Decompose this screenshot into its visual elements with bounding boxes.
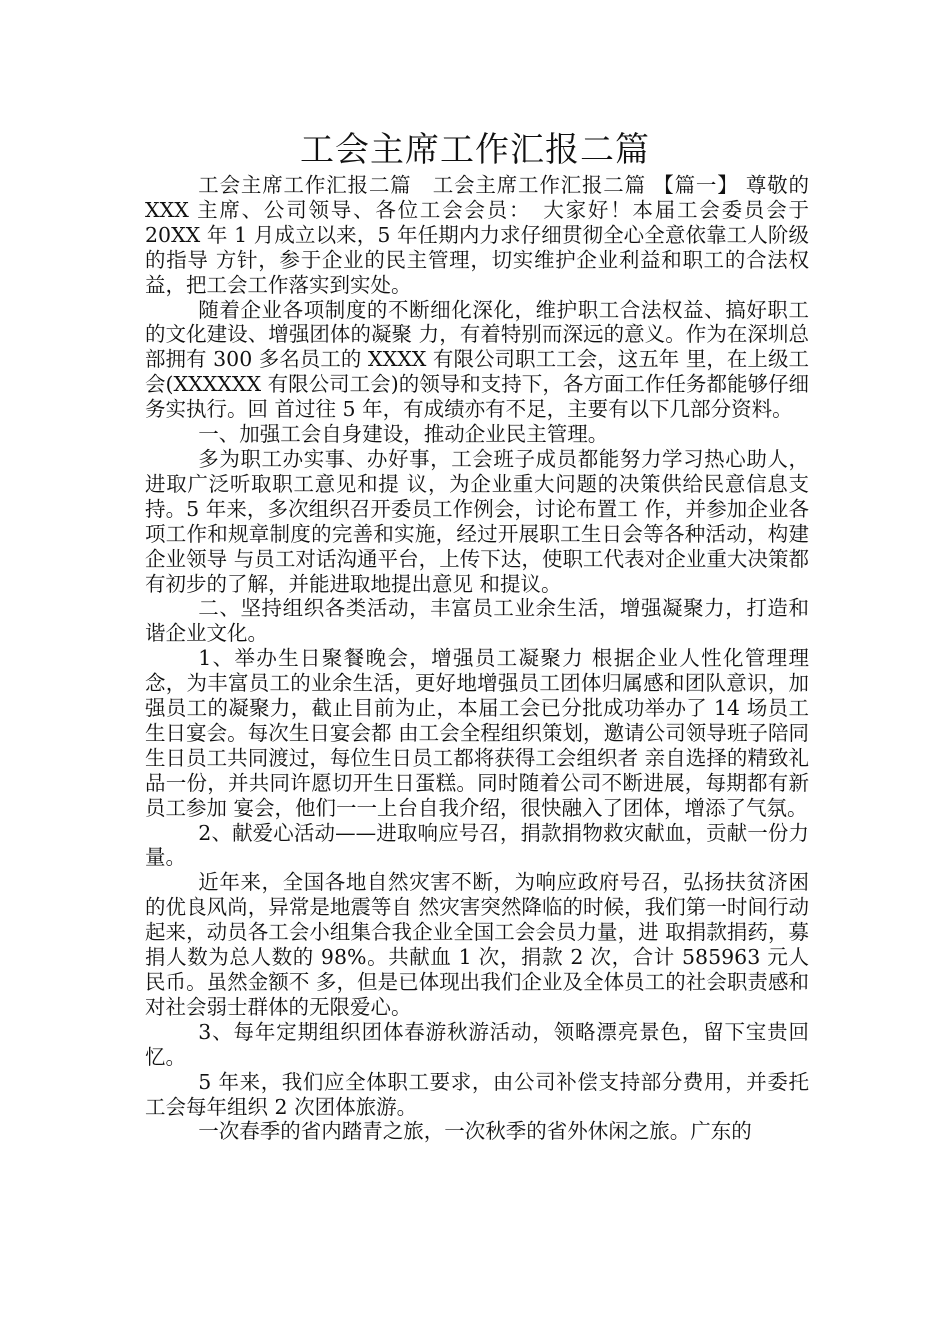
paragraph-background: 随着企业各项制度的不断细化深化，维护职工合法权益、搞好职工的文化建设、增强团体的凝聚 力，有着特别而深远的意义。作为在深圳总部拥有 300 多名员工的 XXXX 有限公司职工工会，这五年 里，在上级工会(XXXXXX 有限公司工会)的领导和支持下，各方面工作任务都能够仔细务实执行。回 首过往 5 年，有成绩亦有不足，主要有以下几部分资料。 xyxy=(145,297,809,422)
paragraph-birthday-events: 1、举办生日聚餐晚会，增强员工凝聚力 根据企业人性化管理理念，为丰富员工的业余生活，更好地增强员工团体归属感和团队意识，加 强员工的凝聚力，截止目前为止，本届工会已分批成功举办了 14 场员工生日宴会。每次生日宴会都 由工会全程组织策划，邀请公司领导班子陪同生日员工共同渡过，每位生日员工都将获得工会组织者 亲自选择的精致礼品一份，并共同许愿切开生日蛋糕。同时随着公司不断进展，每期都有新员工参加 宴会，他们一一上台自我介绍，很快融入了团体，增添了气氛。 xyxy=(145,646,809,820)
paragraph-section-one: 多为职工办实事、办好事，工会班子成员都能努力学习热心助人，进取广泛听取职工意见和提 议，为企业重大问题的决策供给民意信息支持。5 年来，多次组织召开委员工作例会，讨论布置工 作，并参加企业各项工作和规章制度的完善和实施，经过开展职工生日会等各种活动，构建企业领导 与员工对话沟通平台，上传下达，使职工代表对企业重大决策都有初步的了解，并能进取地提出意见 和提议。 xyxy=(145,446,809,596)
document-body xyxy=(145,173,809,1144)
subheading-charity: 2、献爱心活动——进取响应号召，捐款捐物救灾献血，贡献一份力量。 xyxy=(145,820,809,870)
paragraph-outings: 5 年来，我们应全体职工要求，由公司补偿支持部分费用，并委托工会每年组织 2 次团体旅游。 xyxy=(145,1069,809,1119)
section-heading-two: 二、坚持组织各类活动，丰富员工业余生活，增强凝聚力，打造和谐企业文化。 xyxy=(145,596,809,646)
subheading-outings: 3、每年定期组织团体春游秋游活动，领略漂亮景色，留下宝贵回忆。 xyxy=(145,1019,809,1069)
paragraph-trips: 一次春季的省内踏青之旅，一次秋季的省外休闲之旅。广东的 xyxy=(198,1119,752,1144)
paragraph-intro: 工会主席工作汇报二篇 工会主席工作汇报二篇 【篇一】 尊敬的 XXX 主席、公司领导、各位工会会员： 大家好！本届工会委员会于 20XX 年 1 月成立以来，5 年任期内力求仔细贯彻全心全意依靠工人阶级的指导 方针，参于企业的民主管理，切实维护企业利益和职工的合法权益，把工会工作落实到实处。 xyxy=(145,173,809,297)
paragraph-charity: 近年来，全国各地自然灾害不断，为响应政府号召，弘扬扶贫济困的优良风尚，异常是地震等自 然灾害突然降临的时候，我们第一时间行动起来，动员各工会小组集合我企业全国工会会员力量，进 取捐款捐药，募捐人数为总人数的 98%。共献血 1 次，捐款 2 次，合计 585963 元人民币。虽然金额不 多，但是已体现出我们企业及全体员工的社会职责感和对社会弱士群体的无限爱心。 xyxy=(145,870,809,1019)
document-title: 工会主席工作汇报二篇 xyxy=(300,130,650,170)
section-heading-one: 一、加强工会自身建设，推动企业民主管理。 xyxy=(198,422,609,447)
